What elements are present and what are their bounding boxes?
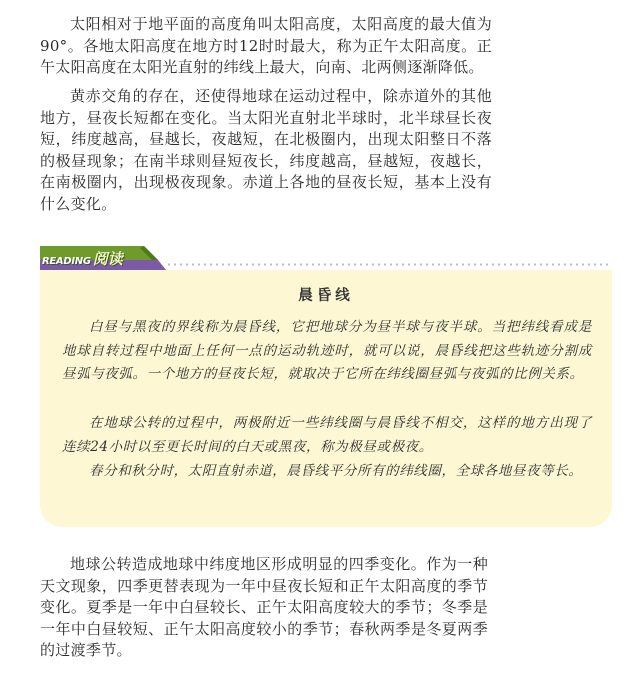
intro-paragraph-solar-altitude: 太阳相对于地平面的高度角叫太阳高度，太阳高度的最大值为90°。各地太阳高度在地方时12时时最大，称为正午太阳高度。正午太阳高度在太阳光直射的纬线上最大，向南、北两侧逐渐降低。	[40, 15, 492, 77]
reading-banner	[40, 244, 168, 272]
reading-banner-chinese: 阅读	[92, 250, 123, 268]
intro-paragraph-day-length: 黄赤交角的存在，还使得地球在运动过程中，除赤道外的其他地方，昼夜长短都在变化。当太阳光直射北半球时，北半球昼长夜短，纬度越高，昼越长，夜越短，在北极圈内，出现太阳整日不落的极昼现象；在南半球则昼短夜长，纬度越高，昼越短，夜越长，在南极圈内，出现极夜现象。赤道上各地的昼夜长短，基本上没有什么变化。	[40, 87, 492, 213]
reading-paragraph-polar-day: 在地球公转的过程中，两极附近一些纬线圈与晨昏线不相交，这样的地方出现了连续24小时以至更长时间的白天或黑夜，称为极昼或极夜。	[62, 415, 592, 455]
reading-box	[40, 270, 612, 527]
dotted-divider	[166, 263, 610, 266]
reading-title: 晨昏线	[298, 288, 354, 304]
closing-paragraph-seasons: 地球公转造成地球中纬度地区形成明显的四季变化。作为一种天文现象，四季更替表现为一年中昼夜长短和正午太阳高度的季节变化。夏季是一年中白昼较长、正午太阳高度较大的季节；冬季是一年中白昼较短、正午太阳高度较小的季节；春秋两季是冬夏两季的过渡季节。	[40, 555, 488, 660]
reading-banner-text	[42, 248, 123, 269]
reading-banner-english: READING	[42, 256, 91, 267]
reading-paragraph-terminator: 白昼与黑夜的界线称为晨昏线，它把地球分为昼半球与夜半球。当把纬线看成是地球自转过程中地面上任何一点的运动轨迹时，就可以说，晨昏线把这些轨迹分割成昼弧与夜弧。一个地方的昼夜长短，就取决于它所在纬线圈昼弧与夜弧的比例关系。	[62, 319, 592, 383]
reading-paragraph-equinox: 春分和秋分时，太阳直射赤道，晨昏线平分所有的纬线圈，全球各地昼夜等长。	[89, 463, 583, 479]
